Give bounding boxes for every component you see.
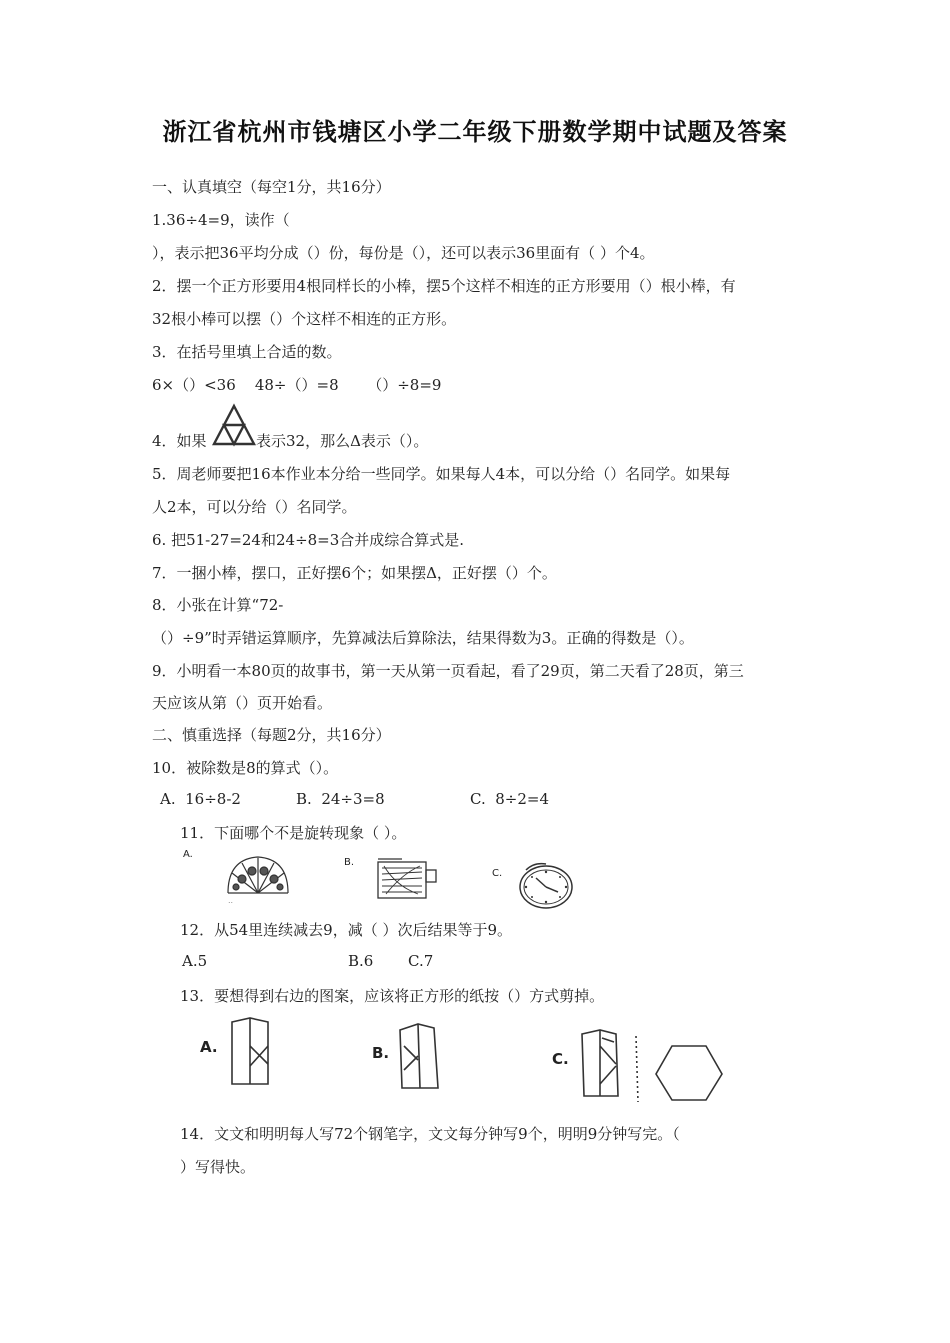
question-1-line-2: ），表示把36平均分成（）份，每份是（），还可以表示36里面有（ ）个4。 bbox=[152, 244, 655, 262]
question-4-suffix: 表示32，那么Δ表示（）。 bbox=[256, 432, 429, 450]
question-8-line-1: 8．小张在计算“72- bbox=[152, 596, 284, 614]
question-12: 12．从54里连续减去9，减（ ）次后结果等于9。 bbox=[180, 921, 513, 939]
question-11-label-c: C. bbox=[492, 868, 503, 879]
clock-icon bbox=[516, 860, 576, 910]
question-10-option-b: B. 24÷3=8 bbox=[296, 790, 385, 808]
question-9-line-2: 天应该从第（）页开始看。 bbox=[152, 694, 333, 712]
question-3: 3．在括号里填上合适的数。 bbox=[152, 343, 342, 361]
folded-paper-c-icon bbox=[576, 1026, 626, 1098]
svg-text:..: .. bbox=[228, 896, 234, 903]
question-8-line-2: （）÷9”时弄错运算顺序，先算减法后算除法，结果得数为3。正确的得数是（）。 bbox=[152, 629, 694, 647]
question-9-line-1: 9．小明看一本80页的故事书，第一天从第一页看起，看了29页，第二天看了28页，第三 bbox=[152, 662, 744, 680]
question-12-option-a: A.5 bbox=[182, 952, 208, 970]
question-12-option-b: B.6 bbox=[348, 952, 374, 970]
question-10-option-a: A. 16÷8-2 bbox=[160, 790, 241, 808]
question-2-line-1: 2．摆一个正方形要用4根同样长的小棒，摆5个这样不相连的正方形要用（）根小棒，有 bbox=[152, 277, 736, 295]
question-10-option-c: C. 8÷2=4 bbox=[470, 790, 550, 808]
page-title: 浙江省杭州市钱塘区小学二年级下册数学期中试题及答案 bbox=[162, 118, 788, 146]
question-13: 13．要想得到右边的图案，应该将正方形的纸按（）方式剪掉。 bbox=[180, 987, 605, 1005]
question-3-items: 6×（）<36 48÷（）=8 （）÷8=9 bbox=[152, 376, 442, 394]
question-5-line-2: 人2本，可以分给（）名同学。 bbox=[152, 498, 357, 516]
question-6: 6. 把51-27=24和24÷8=3合并成综合算式是. bbox=[152, 531, 465, 549]
hexagon-pattern-icon bbox=[630, 1032, 730, 1104]
folded-paper-a-icon bbox=[224, 1016, 276, 1088]
question-7: 7．一捆小棒，摆口，正好摆6个；如果摆Δ，正好摆（）个。 bbox=[152, 564, 557, 582]
question-13-label-b: B. bbox=[372, 1044, 390, 1062]
question-2-line-2: 32根小棒可以摆（）个这样不相连的正方形。 bbox=[152, 310, 457, 328]
section-2-heading: 二、慎重选择（每题2分，共16分） bbox=[152, 726, 391, 744]
question-13-label-a: A. bbox=[200, 1038, 218, 1056]
projector-icon bbox=[372, 856, 440, 904]
question-11-label-a: A. bbox=[183, 849, 193, 860]
section-1-heading: 一、认真填空（每空1分，共16分） bbox=[152, 178, 391, 196]
question-12-option-c: C.7 bbox=[408, 952, 434, 970]
question-1-line-1: 1.36÷4=9，读作（ bbox=[152, 211, 290, 229]
question-13-label-c: C. bbox=[552, 1050, 569, 1068]
question-4-prefix: 4．如果 bbox=[152, 432, 207, 450]
question-11: 11．下面哪个不是旋转现象（ ）。 bbox=[180, 824, 407, 842]
question-14-line-1: 14．文文和明明每人写72个钢笔字，文文每分钟写9个，明明9分钟写完。（ bbox=[180, 1125, 680, 1143]
triangle-figure-icon bbox=[211, 403, 257, 447]
question-11-label-b: B. bbox=[344, 857, 355, 868]
folded-paper-b-icon bbox=[394, 1020, 444, 1092]
question-5-line-1: 5．周老师要把16本作业本分给一些同学。如果每人4本，可以分给（）名同学。如果每 bbox=[152, 465, 731, 483]
question-14-line-2: ）写得快。 bbox=[180, 1158, 256, 1176]
folding-fan-icon bbox=[222, 853, 294, 903]
question-10: 10．被除数是8的算式（）。 bbox=[152, 759, 339, 777]
